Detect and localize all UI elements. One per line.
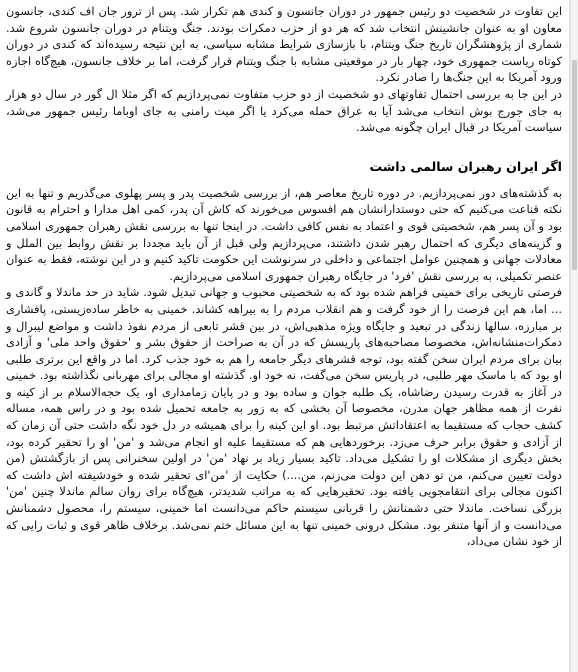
article-body [0,3,569,550]
article-paragraph: به گذشته‌های دور نمی‌پردازیم. در دوره تاریخ معاصر هم، از بررسی شخصیت پدر و پسر پهلوی می‌گذریم و تنها به این نکته قناعت می‌کنیم که حتی دوستدارانشان هم افسوس می‌خورند که کاش آن پدر، کمی اهل مدارا و احترام به قانون بود و آن پسر هم، شخصیتی قوی و اعتماد به نفس کافی داشت. در اینجا تنها به بررسی نقش رهبران جمهوری اسلامی و گزینه‌های دیگری که احتمال رهبر شدن داشتند، می‌پردازیم ولی قبل از آن باید مجددا بر نقش روابط بین الملل و معادلات جهانی و همچنین عوامل اجتماعی و داخلی در سرنوشت این حکومت تاکید کنیم و در این نوشته، فقط به عنوان عنصر تکمیلی، به بررسی نقش 'فرد' در جایگاه رهبران جمهوری اسلامی می‌پردازیم. [6,185,562,283]
section-heading: اگر ایران رهبران سالمی داشت [369,158,562,174]
article-paragraph: فرصتی تاریخی برای خمینی فراهم شده بود که به شخصیتی محبوب و جهانی تبدیل شود. شاید در حد ماندلا و گاندی و ... اما، هم این فرصت را از خود گرفت و هم انقلاب مردم را به بیراهه کشاند. خمینی به خاطر ساده‌زیستی، پافشاری بر مبارزه، سالها زندگی در تبعید و جایگاه ویژه مذهبی‌اش، در بین قشر تابعی از مردم نفوذ داشت و مواضع لیبرال و دمکرات‌منشانه‌اش، مخصوصا مصاحبه‌های پاریسش که در آن به صراحت از حقوق بشر و 'حقوق واحد ملی' و آزادی بیان برای مردم ایران سخن گفته بود، توجه قشرهای دیگر جامعه را هم به خود جذب کرد. اما در واقع این برتری طلبی او بود که با ماسک مهر طلبی، در پاریس سخن می‌گفت، نه خود او. گذشته او مجالی برای مهربانی نگذاشته بود. خمینی در آغاز به قدرت رسیدن رضاشاه، یک طلبه جوان و ساده بود و در پایان زمامداری او، یک حجه‌الاسلام بر از کینه و نفرت از همه مظاهر جهان مدرن، مخصوصا آن بخشی که به زور به جامعه تحمیل شده بود و در راس همه، مساله کشف حجاب که مستقیما به اعتقاداتش مرتبط بود. او این کینه را برای همیشه در دل خود نگه داشت حتی آن زمان که از آزادی و حقوق برابر حرف می‌زد. برخوردهایی هم که مستقیما علیه او انجام می‌شد و 'من' او را تحقیر کرده بود، بخش دیگری از مشکلات او را تشکیل می‌داد. تاکید بسیار زیاد بر نهاد 'من' در اولین سخنرانی پس از بازگشتش (من دولت تعیین می‌کنم، من تو دهن این دولت می‌زنم، من....) حکایت از 'من'ای تحقیر شده و خودشیفته اش داشت که اکنون مجالی برای انتقامجویی یافته بود. تحقیرهایی که به مراتب شدیدتر، هیچ‌گاه برای روان سالم ماندلا چنین 'من' بزرگی نساخت. ماندلا حتی دشمنانش را قربانی سیستم حاکم می‌دانست اما خمینی، سیستم را، محصول دشمنانش می‌دانست و از آنها متنفر بود. مشکل درونی خمینی تنها به این مسائل ختم نمی‌شد. برخلاف ظاهر قوی و ثبات رایی که از خود نشان می‌داد، [6,285,562,549]
scrollbar-thumb[interactable] [572,60,577,270]
vertical-scrollbar[interactable] [570,0,578,672]
article-paragraph: این تفاوت در شخصیت دو رئیس جمهور در دوران جانسون و کندی هم تکرار شد. پس از ترور جان اف کندی، جانسون معاون او به عنوان جانشینش انتخاب شد که هر دو از حزب دمکرات بودند. جنگ ویتنام در دوران جانسون شروع شد. شماری از پژوهشگران تاریخ جنگ ویتنام، با بازسازی شرایط مشابه سیاسی، به این نتیجه رسیده‌اند که کندی در دوران کوتاه ریاست جمهوری خود، چهار بار در موقعیتی مشابه با جنگ ویتنام قرار گرفت، اما بر خلاف جانسون، هیچ‌گاه اجازه ورود آمریکا به این جنگ‌ها را صادر نکرد. [6,4,562,85]
article-paragraph: در این جا به بررسی احتمال تفاوتهای دو شخصیت از دو حزب متفاوت نمی‌پردازیم که اگر مثلا ال گور در سال دو هزار به جای جورج بوش انتخاب می‌شد آیا به عراق حمله می‌کرد یا اگر میت رامنی به جای اوباما رئیس جمهور می‌شد، سیاست آمریکا در قبال ایران چگونه می‌شد. [6,86,562,135]
